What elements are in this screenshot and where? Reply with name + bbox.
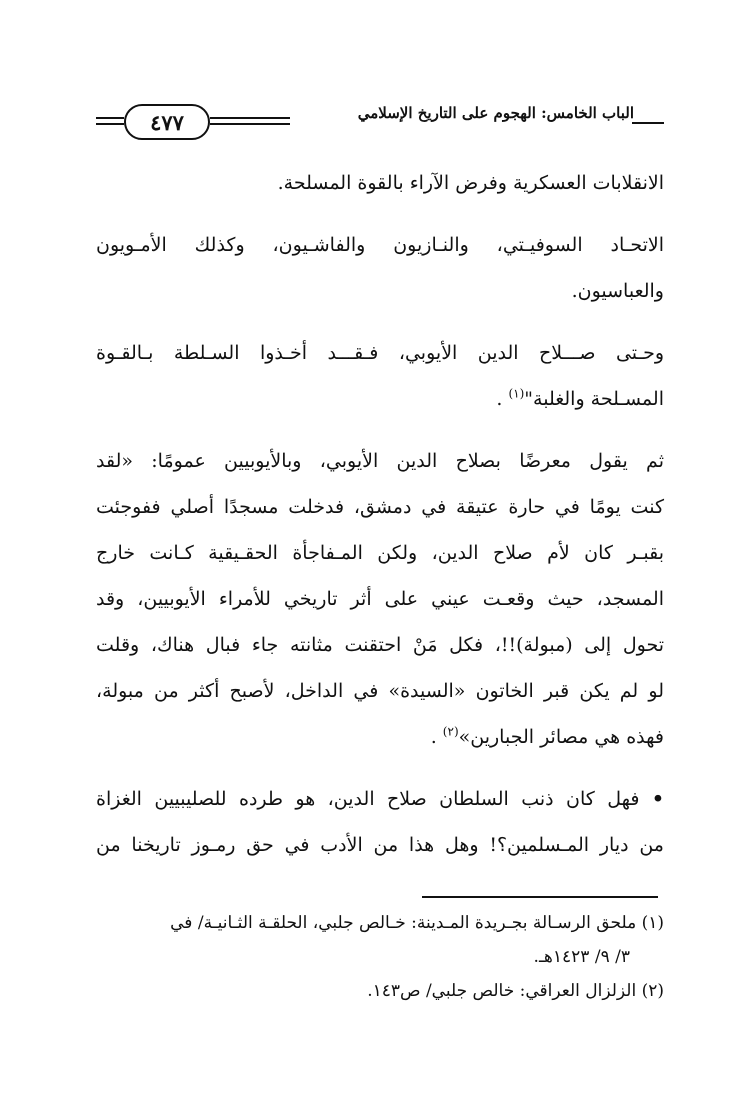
text-line: لو لم يكن قبر الخاتون «السيدة» في الداخل، لأصبح أكثر من مبولة، xyxy=(96,680,664,702)
text-line: تحول إلى (مبولة)!!، فكل مَنْ احتقنت مثانته جاء فبال هناك، وقلت xyxy=(96,634,664,656)
footnotes xyxy=(96,906,664,1008)
paragraph xyxy=(96,160,664,206)
paragraph xyxy=(96,776,664,868)
footnote-line: (٢) الزلزال العراقي: خالص جلبي/ ص١٤٣. xyxy=(367,981,664,1001)
page-number: ٤٧٧ xyxy=(124,104,210,140)
text-line: الاتحـاد السوفيـتي، والنـازيون والفاشـيون، وكذلك الأمـويون xyxy=(96,234,664,256)
footnote xyxy=(96,906,664,974)
text-fragment: . xyxy=(430,726,437,748)
text-line: وحـتى صـــلاح الدين الأيوبي، فـقـــد أخـذوا السـلطة بـالقـوة xyxy=(96,342,664,364)
text-line: كنت يومًا في حارة عتيقة في دمشق، فدخلت مسجدًا أصلي ففوجئت xyxy=(96,496,664,518)
chapter-title: الباب الخامس: الهجوم على التاريخ الإسلامي xyxy=(357,104,634,122)
header-rule xyxy=(96,123,124,125)
paragraph xyxy=(96,330,664,422)
bullet-icon: • xyxy=(651,788,665,810)
text-line: ثم يقول معرضًا بصلاح الدين الأيوبي، وبالأيوبيين عمومًا: «لقد xyxy=(96,450,664,472)
text-line: المسجد، حيث وقعـت عيني على أثر تاريخي للأمراء الأيوبيين، وقد xyxy=(96,588,664,610)
text-line: بقبـر كان لأم صلاح الدين، ولكن المـفاجأة الحقـيقية كـانت خارج xyxy=(96,542,664,564)
header-rule xyxy=(210,123,290,125)
footnote-line: (١) ملحق الرسـالة بجـريدة المـدينة: خـالص جلبي، الحلقـة الثـانيـة/ في xyxy=(170,913,664,933)
text-line xyxy=(96,714,664,760)
text-line xyxy=(96,776,664,822)
header-rule xyxy=(210,117,290,119)
paragraph xyxy=(96,222,664,314)
header-rule xyxy=(96,117,124,119)
text-fragment: فهذه هي مصائر الجبارين» xyxy=(458,726,664,748)
text-fragment: فهل كان ذنب السلطان صلاح الدين، هو طرده للصليبيين الغزاة xyxy=(96,788,640,810)
text-line xyxy=(96,376,664,422)
paragraph xyxy=(96,438,664,760)
text-fragment: . xyxy=(496,388,503,410)
body-text xyxy=(96,160,664,868)
header-rule xyxy=(632,122,664,124)
text-line: من ديار المـسلمين؟! وهل هذا من الأدب في حق رمـوز تاريخنا من xyxy=(96,834,664,856)
text-line: والعباسيون. xyxy=(571,280,664,302)
footnote xyxy=(96,974,664,1008)
footnote-line: ٣/ ٩/ ١٤٢٣هـ. xyxy=(533,947,630,967)
footnote-ref: (٢) xyxy=(442,724,459,739)
text-line: الانقلابات العسكرية وفرض الآراء بالقوة المسلحة. xyxy=(277,172,664,194)
text-fragment: المسـلحة والغلبة" xyxy=(524,388,664,410)
footnote-separator xyxy=(422,896,658,898)
page-header xyxy=(96,98,664,146)
footnote-ref: (١) xyxy=(508,386,525,401)
